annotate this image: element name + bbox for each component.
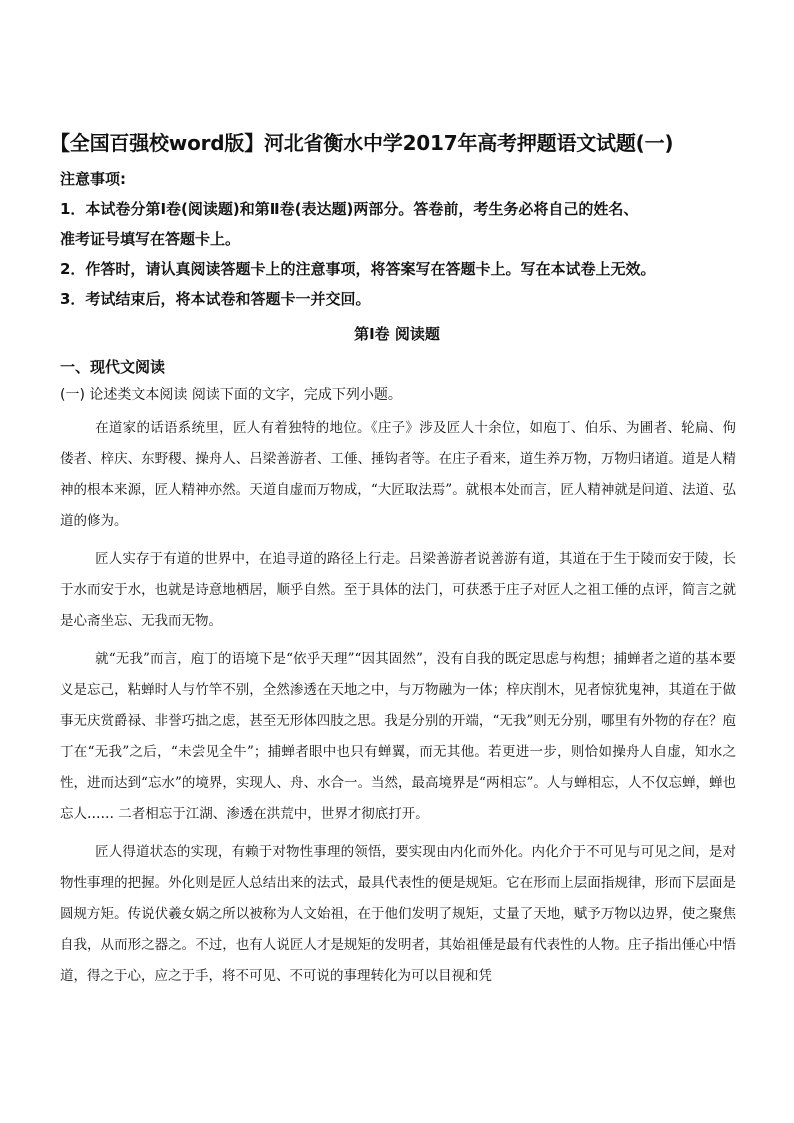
notes-heading: 注意事项: xyxy=(60,170,126,188)
note-line: 准考证号填写在答题卡上。 xyxy=(60,230,241,248)
article-paragraph: 在道家的话语系统里，匠人有着独特的地位。《庄子》涉及匠人十余位，如庖丁、伯乐、为圃者、轮扁、佝偻者、梓庆、东野稷、操舟人、吕梁善游者、工倕、捶钩者等。在庄子看来，道生养万物，万物归诸道。道是人精神的根本来源，匠人精神亦然。天道自虚而万物成，“大匠取法焉”。就根本处而言，匠人精神就是问道、法道、弘道的修为。 xyxy=(60,420,736,529)
note-line: 2．作答时，请认真阅读答题卡上的注意事项，将答案写在答题卡上。写在本试卷上无效。 xyxy=(60,260,656,278)
article-paragraph: 匠人得道状态的实现，有赖于对物性事理的领悟，要实现由内化而外化。内化介于不可见与可见之间，是对物性事理的把握。外化则是匠人总结出来的法式，最具代表性的便是规矩。它在形而上层面指规律，形而下层面是圆规方矩。传说伏羲女娲之所以被称为人文始祖，在于他们发明了规矩，丈量了天地，赋予万物以边界，使之聚焦自我，从而形之器之。不过，也有人说匠人才是规矩的发明者，其始祖倕是最有代表性的人物。庄子指出倕心中悟道，得之于心，应之于手，将不可见、不可说的事理转化为可以目视和凭 xyxy=(60,844,736,984)
part-heading: 一、现代文阅读 xyxy=(60,358,166,376)
article-paragraph: 匠人实存于有道的世界中，在追寻道的路径上行走。吕梁善游者说善游有道，其道在于生于陵而安于陵，长于水而安于水，也就是诗意地栖居，顺乎自然。至于具体的法门，可获悉于庄子对匠人之祖工倕的点评，简言之就是心斋坐忘、无我而无物。 xyxy=(60,551,736,629)
note-line: 1．本试卷分第Ⅰ卷(阅读题)和第Ⅱ卷(表达题)两部分。答卷前，考生务必将自己的姓名、 xyxy=(60,200,639,218)
document-title: 【全国百强校word版】河北省衡水中学2017年高考押题语文试题(一) xyxy=(50,131,674,155)
section-title: 第Ⅰ卷 阅读题 xyxy=(354,325,440,343)
note-line: 3．考试结束后，将本试卷和答题卡一并交回。 xyxy=(60,290,371,308)
article-paragraph: 就“无我”而言，庖丁的语境下是“依乎天理”“因其固然”，没有自我的既定思虑与构想；捕蝉者之道的基本要义是忘己，粘蝉时人与竹竿不别，全然渗透在天地之中，与万物融为一体；梓庆削木，见者惊犹鬼神，其道在于做事无庆赏爵禄、非誉巧拙之虑，甚至无形体四肢之思。我是分别的开端，“无我”则无分别，哪里有外物的存在？庖丁在“无我”之后，“未尝见全牛”；捕蝉者眼中也只有蝉翼，而无其他。若更进一步，则恰如操舟人自虚，知水之性，进而达到“忘水”的境界，实现人、舟、水合一。当然，最高境界是“两相忘”。人与蝉相忘，人不仅忘蝉，蝉也忘人…… 二者相忘于江湖、渗透在洪荒中，世界才彻底打开。 xyxy=(60,651,736,822)
notes-block xyxy=(60,164,740,314)
reading-article xyxy=(60,413,736,999)
sub-heading: (一) 论述类文本阅读 阅读下面的文字，完成下列小题。 xyxy=(60,387,402,403)
